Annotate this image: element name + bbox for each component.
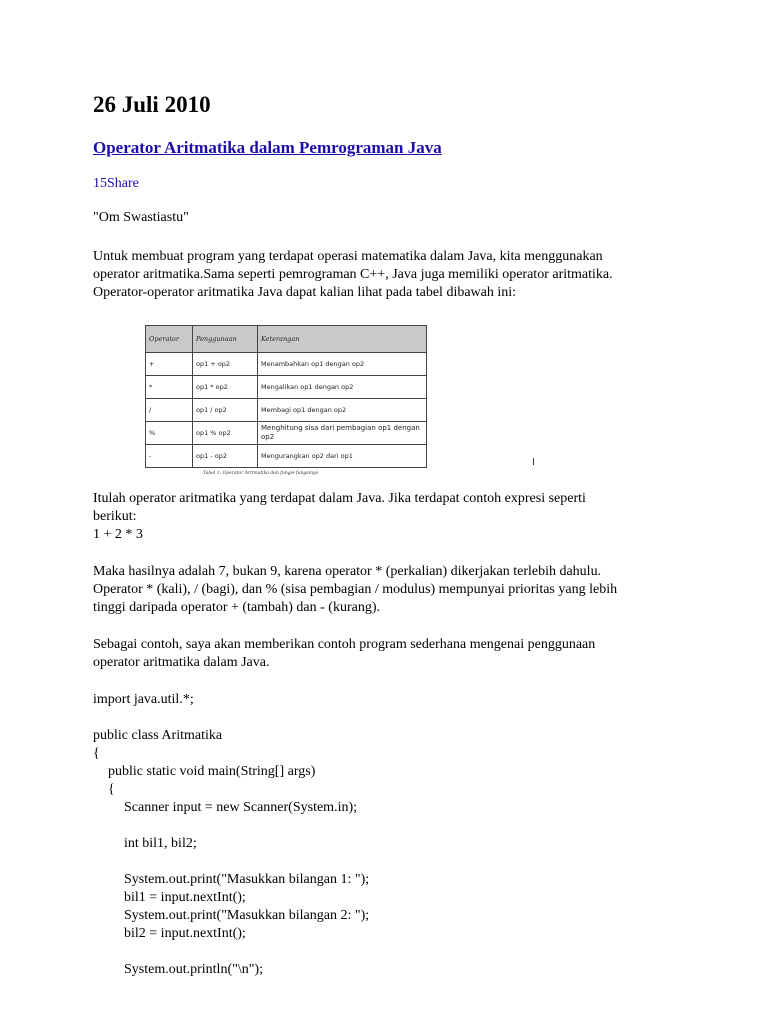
- table-header-operator: Operator: [146, 326, 193, 353]
- para3-line-1: Maka hasilnya adalah 7, bukan 9, karena operator * (perkalian) dikerjakan terlebih dahulu.: [93, 564, 602, 579]
- para2-line-2: berikut:: [93, 509, 137, 524]
- image-edge-mark: [533, 458, 534, 465]
- table-cell: /: [146, 399, 193, 422]
- share-count-link[interactable]: 15Share: [93, 176, 139, 191]
- table-row: [146, 445, 427, 468]
- code-print1: System.out.print("Masukkan bilangan 1: ");: [124, 872, 370, 887]
- table-cell: *: [146, 376, 193, 399]
- para3-line-2: Operator * (kali), / (bagi), dan % (sisa pembagian / modulus) mempunyai prioritas yang lebih: [93, 582, 618, 597]
- para4-line-2: operator aritmatika dalam Java.: [93, 655, 270, 670]
- table-caption: Tabel 1: Operator Aritmatika dan fungsi-fungsinya: [203, 471, 319, 476]
- code-print2: System.out.print("Masukkan bilangan 2: ");: [124, 908, 370, 923]
- table-row: [146, 422, 427, 445]
- code-class-decl: public class Aritmatika: [93, 728, 223, 743]
- table-cell: Mengalikan op1 dengan op2: [258, 376, 427, 399]
- code-read1: bil1 = input.nextInt();: [124, 890, 246, 905]
- para4-line-1: Sebagai contoh, saya akan memberikan contoh program sederhana mengenai penggunaan: [93, 637, 596, 652]
- code-declaration: int bil1, bil2;: [124, 836, 197, 851]
- intro-line-2: operator aritmatika.Sama seperti pemrograman C++, Java juga memiliki operator aritmatika.: [93, 267, 613, 282]
- expression-example: 1 + 2 * 3: [93, 527, 143, 542]
- table-cell: +: [146, 353, 193, 376]
- intro-line-1: Untuk membuat program yang terdapat operasi matematika dalam Java, kita menggunakan: [93, 249, 603, 264]
- post-date: 26 Juli 2010: [93, 92, 211, 117]
- post-title-link[interactable]: Operator Aritmatika dalam Pemrograman Java: [93, 138, 442, 157]
- code-main-decl: public static void main(String[] args): [108, 764, 316, 779]
- table-cell: op1 % op2: [193, 422, 258, 445]
- table-header-keterangan: Keterangan: [258, 326, 427, 353]
- para2-line-1: Itulah operator aritmatika yang terdapat dalam Java. Jika terdapat contoh expresi seperti: [93, 491, 586, 506]
- code-brace-open: {: [108, 782, 115, 797]
- code-read2: bil2 = input.nextInt();: [124, 926, 246, 941]
- code-brace-open: {: [93, 746, 100, 761]
- table-cell: op1 + op2: [193, 353, 258, 376]
- table-header-row: [146, 326, 427, 353]
- table-cell: op1 / op2: [193, 399, 258, 422]
- para3-line-3: tinggi daripada operator + (tambah) dan - (kurang).: [93, 600, 381, 615]
- operator-table: [145, 325, 427, 468]
- table-cell: op1 - op2: [193, 445, 258, 468]
- table-cell: Menambahkan op1 dengan op2: [258, 353, 427, 376]
- code-import: import java.util.*;: [93, 692, 194, 707]
- table-cell: %: [146, 422, 193, 445]
- table-cell: Menghitung sisa dari pembagian op1 dengan op2: [258, 422, 427, 445]
- table-row: [146, 353, 427, 376]
- table-row: [146, 376, 427, 399]
- code-println: System.out.println("\n");: [124, 962, 263, 977]
- table-header-penggunaan: Penggunaan: [193, 326, 258, 353]
- table-cell: Membagi op1 dengan op2: [258, 399, 427, 422]
- table-row: [146, 399, 427, 422]
- operator-table-figure: [145, 325, 525, 476]
- table-cell: -: [146, 445, 193, 468]
- code-scanner: Scanner input = new Scanner(System.in);: [124, 800, 358, 815]
- greeting: "Om Swastiastu": [93, 210, 189, 225]
- intro-line-3: Operator-operator aritmatika Java dapat kalian lihat pada tabel dibawah ini:: [93, 285, 517, 300]
- table-cell: Mengurangkan op2 dari op1: [258, 445, 427, 468]
- table-cell: op1 * op2: [193, 376, 258, 399]
